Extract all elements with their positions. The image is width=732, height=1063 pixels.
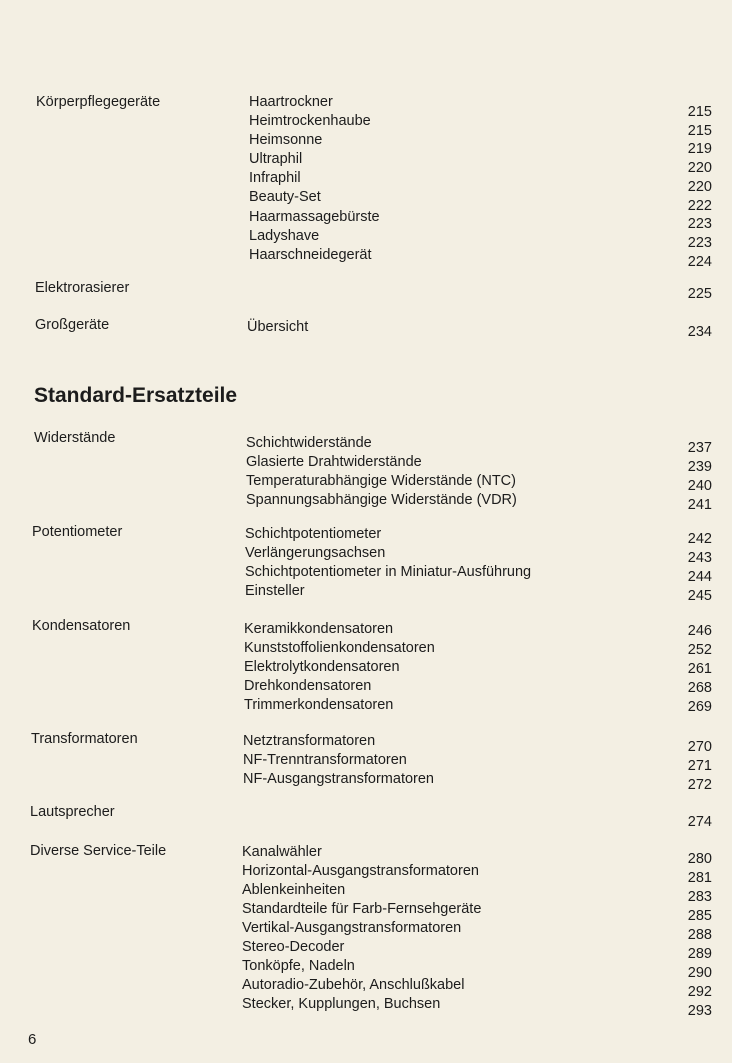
- page-ref: 220: [687, 160, 712, 177]
- page-ref: 242: [687, 531, 712, 547]
- item-list-kondensatoren: [244, 620, 435, 715]
- section-label-elektrorasierer: Elektrorasierer: [35, 280, 130, 296]
- page-ref: 293: [687, 1003, 712, 1019]
- page-ref: 215: [687, 104, 712, 120]
- section-label-potentiometer: Potentiometer: [32, 524, 123, 540]
- list-item: Heimsonne: [249, 132, 323, 149]
- page-number-list-kondensatoren: [688, 622, 712, 717]
- list-item: Ablenkeinheiten: [242, 882, 346, 898]
- item-list-grossgeraete: [247, 318, 308, 337]
- page-ref: 271: [687, 758, 712, 774]
- page-ref: 244: [687, 569, 712, 585]
- list-item: NF-Ausgangstransformatoren: [243, 771, 434, 787]
- section-heading: Standard-Ersatzteile: [34, 384, 238, 407]
- list-item: Netztransformatoren: [243, 733, 376, 749]
- page-number-list-potentiometer: [688, 530, 712, 606]
- item-list-widerstaende: [246, 434, 517, 510]
- list-item: Kunststoffolienkondensatoren: [244, 640, 435, 656]
- page-ref: 240: [687, 478, 712, 494]
- page-ref: 237: [687, 440, 712, 456]
- page-ref: 292: [687, 984, 712, 1000]
- item-list-koerperpflege: [249, 93, 380, 265]
- list-item: Stecker, Kupplungen, Buchsen: [242, 996, 441, 1012]
- page-ref: 281: [687, 870, 712, 886]
- list-item: Übersicht: [247, 319, 309, 335]
- page-ref: 261: [687, 661, 712, 677]
- page-ref: 289: [687, 946, 712, 962]
- page-number-list-koerperpflege: [688, 103, 712, 271]
- list-item: Standardteile für Farb-Fernsehgeräte: [242, 901, 482, 917]
- section-label-widerstaende: Widerstände: [34, 430, 116, 446]
- section-label-grossgeraete: Großgeräte: [35, 317, 110, 333]
- list-item: Ultraphil: [249, 151, 303, 168]
- list-item: Drehkondensatoren: [244, 678, 372, 694]
- page-ref: 223: [687, 234, 712, 251]
- list-item: Stereo-Decoder: [242, 939, 345, 955]
- page-ref: 274: [687, 814, 712, 830]
- page-ref: 252: [687, 642, 712, 658]
- list-item: Haartrockner: [249, 94, 333, 110]
- list-item: Schichtpotentiometer in Miniatur-Ausführung: [245, 564, 532, 580]
- page-ref: 215: [687, 122, 712, 139]
- page-number-list-elektrorasierer: [688, 285, 712, 304]
- item-list-transformatoren: [243, 732, 434, 789]
- page-ref: 288: [687, 927, 712, 943]
- list-item: Autoradio-Zubehör, Anschlußkabel: [242, 977, 465, 993]
- page-ref: 280: [687, 851, 712, 867]
- list-item: Infraphil: [249, 170, 301, 187]
- section-label-transformatoren: Transformatoren: [31, 731, 138, 747]
- section-label-koerperpflege: Körperpflegegeräte: [36, 94, 161, 110]
- list-item: Schichtwiderstände: [246, 435, 372, 451]
- page-number-list-widerstaende: [688, 439, 712, 515]
- page-ref: 225: [687, 286, 712, 302]
- list-item: Keramikkondensatoren: [244, 621, 394, 637]
- page-number: 6: [28, 1031, 37, 1048]
- page-ref: 223: [687, 216, 712, 233]
- list-item: Einsteller: [245, 583, 305, 599]
- page-ref: 219: [687, 141, 712, 158]
- list-item: Vertikal-Ausgangstransformatoren: [242, 920, 462, 936]
- list-item: Heimtrockenhaube: [249, 113, 371, 130]
- list-item: Elektrolytkondensatoren: [244, 659, 400, 675]
- list-item: Glasierte Drahtwiderstände: [246, 454, 422, 470]
- list-item: Haarmassagebürste: [249, 208, 380, 225]
- page-ref: 272: [687, 777, 712, 793]
- list-item: Horizontal-Ausgangstransformatoren: [242, 863, 479, 879]
- list-item: Haarschneidegerät: [249, 246, 372, 263]
- page-ref: 290: [687, 965, 712, 981]
- section-label-lautsprecher: Lautsprecher: [30, 804, 115, 820]
- page-ref: 239: [687, 459, 712, 475]
- list-item: NF-Trenntransformatoren: [243, 752, 407, 768]
- page-number-list-grossgeraete: [688, 323, 712, 342]
- section-label-diverse-service-teile: Diverse Service-Teile: [30, 843, 167, 859]
- page-number-list-diverse-service-teile: [688, 850, 712, 1021]
- page-number-list-transformatoren: [688, 738, 712, 795]
- page-ref: 243: [687, 550, 712, 566]
- list-item: Kanalwähler: [242, 844, 322, 860]
- page-ref: 285: [687, 908, 712, 924]
- list-item: Tonköpfe, Nadeln: [242, 958, 355, 974]
- list-item: Verlängerungsachsen: [245, 545, 386, 561]
- page-ref: 246: [687, 623, 712, 639]
- page-number-list-lautsprecher: [688, 813, 712, 832]
- section-label-kondensatoren: Kondensatoren: [32, 618, 131, 634]
- list-item: Spannungsabhängige Widerstände (VDR): [246, 492, 517, 508]
- page-ref: 270: [687, 739, 712, 755]
- page-ref: 220: [687, 178, 712, 195]
- page-ref: 222: [687, 197, 712, 214]
- page-ref: 245: [687, 588, 712, 604]
- list-item: Beauty-Set: [249, 189, 321, 206]
- page-ref: 283: [687, 889, 712, 905]
- page-ref: 241: [687, 497, 712, 513]
- list-item: Ladyshave: [249, 227, 320, 244]
- item-list-diverse-service-teile: [242, 843, 481, 1014]
- page-ref: 268: [687, 680, 712, 696]
- page-ref: 224: [687, 253, 712, 270]
- item-list-potentiometer: [245, 525, 531, 601]
- page-ref: 269: [687, 699, 712, 715]
- list-item: Schichtpotentiometer: [245, 526, 382, 542]
- page-ref: 234: [687, 324, 712, 340]
- list-item: Temperaturabhängige Widerstände (NTC): [246, 473, 516, 489]
- list-item: Trimmerkondensatoren: [244, 697, 394, 713]
